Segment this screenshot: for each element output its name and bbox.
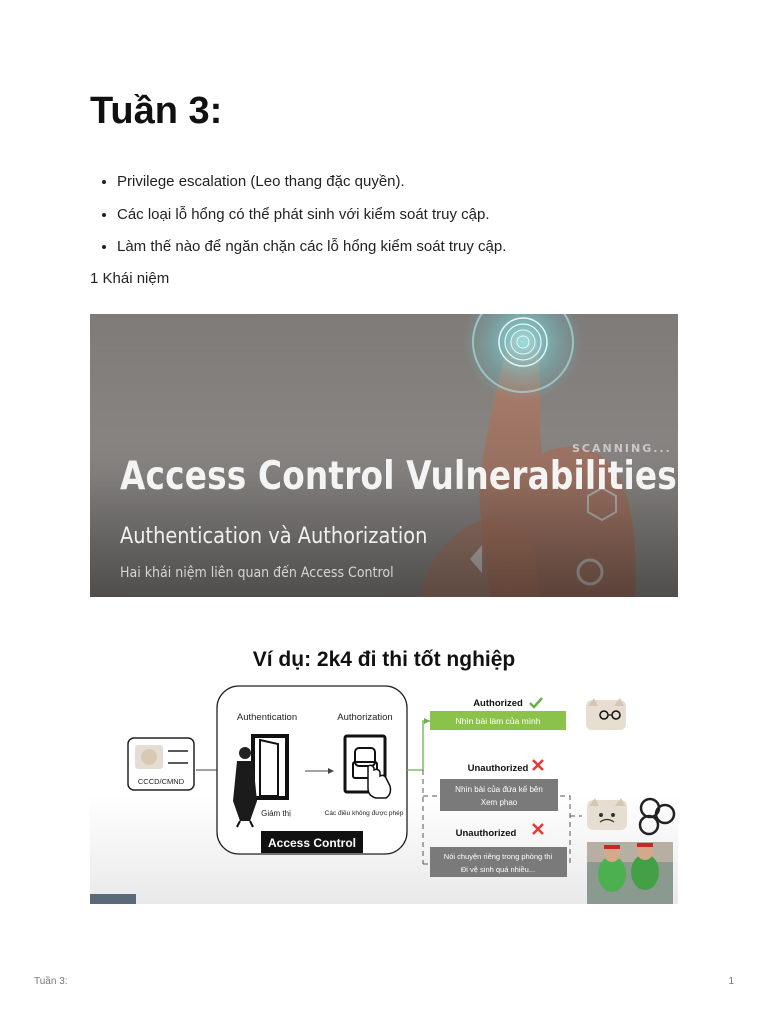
authentication-label: Authentication (236, 712, 298, 723)
access-control-diagram (90, 616, 678, 904)
unauthorized-action-2-line1: Nói chuyện riêng trong phòng thi (443, 852, 553, 861)
id-card-icon (128, 738, 194, 790)
bullet-list (90, 170, 506, 268)
banner-caption: Hai khái niệm liên quan đến Access Control (120, 565, 394, 581)
access-control-label: Access Control (267, 836, 357, 850)
list-item: • Làm thế nào để ngăn chặn các lỗ hổng kiểm soát truy cập. (117, 235, 506, 268)
sad-cat-handcuffs-image (587, 798, 674, 834)
diagram-title: Ví dụ: 2k4 đi thi tốt nghiệp (252, 648, 516, 671)
section-heading: 1 Khái niệm (90, 270, 170, 287)
cross-icon (533, 824, 543, 834)
check-icon (530, 698, 542, 707)
scanning-label: SCANNING... (572, 442, 672, 455)
unauthorized-label-1: Unauthorized (467, 763, 529, 774)
banner-subtitle: Authentication và Authorization (120, 524, 428, 549)
unauthorized-label-2: Unauthorized (455, 828, 517, 839)
cat-glasses-image (586, 698, 626, 730)
unauthorized-action-1-line2: Xem phao (480, 798, 518, 807)
proctor-label: Giám thị (261, 809, 291, 818)
forbidden-label: Các điều không được phép (324, 810, 404, 817)
unauthorized-action-1-line1: Nhìn bài của đứa kế bên (455, 785, 543, 794)
banner-title: Access Control Vulnerabilities (120, 454, 677, 499)
page-title: Tuần 3: (90, 90, 223, 132)
list-item: • Privilege escalation (Leo thang đặc quyền). (117, 170, 506, 203)
footer-page-title: Tuần 3: (34, 976, 68, 987)
list-item: • Các loại lỗ hổng có thể phát sinh với kiểm soát truy cập. (117, 203, 506, 236)
cross-icon (533, 760, 543, 770)
authorized-action: Nhìn bài làm của mình (455, 716, 541, 726)
cartoon-meme-image (587, 842, 673, 904)
id-card-label: CCCD/CMND (137, 777, 185, 786)
banner-image (90, 314, 678, 597)
footer-page-number: 1 (728, 976, 734, 987)
unauthorized-action-2-line2: Đi vệ sinh quá nhiều... (460, 865, 536, 874)
authorized-label: Authorized (473, 698, 523, 709)
authorization-label: Authorization (337, 712, 393, 723)
